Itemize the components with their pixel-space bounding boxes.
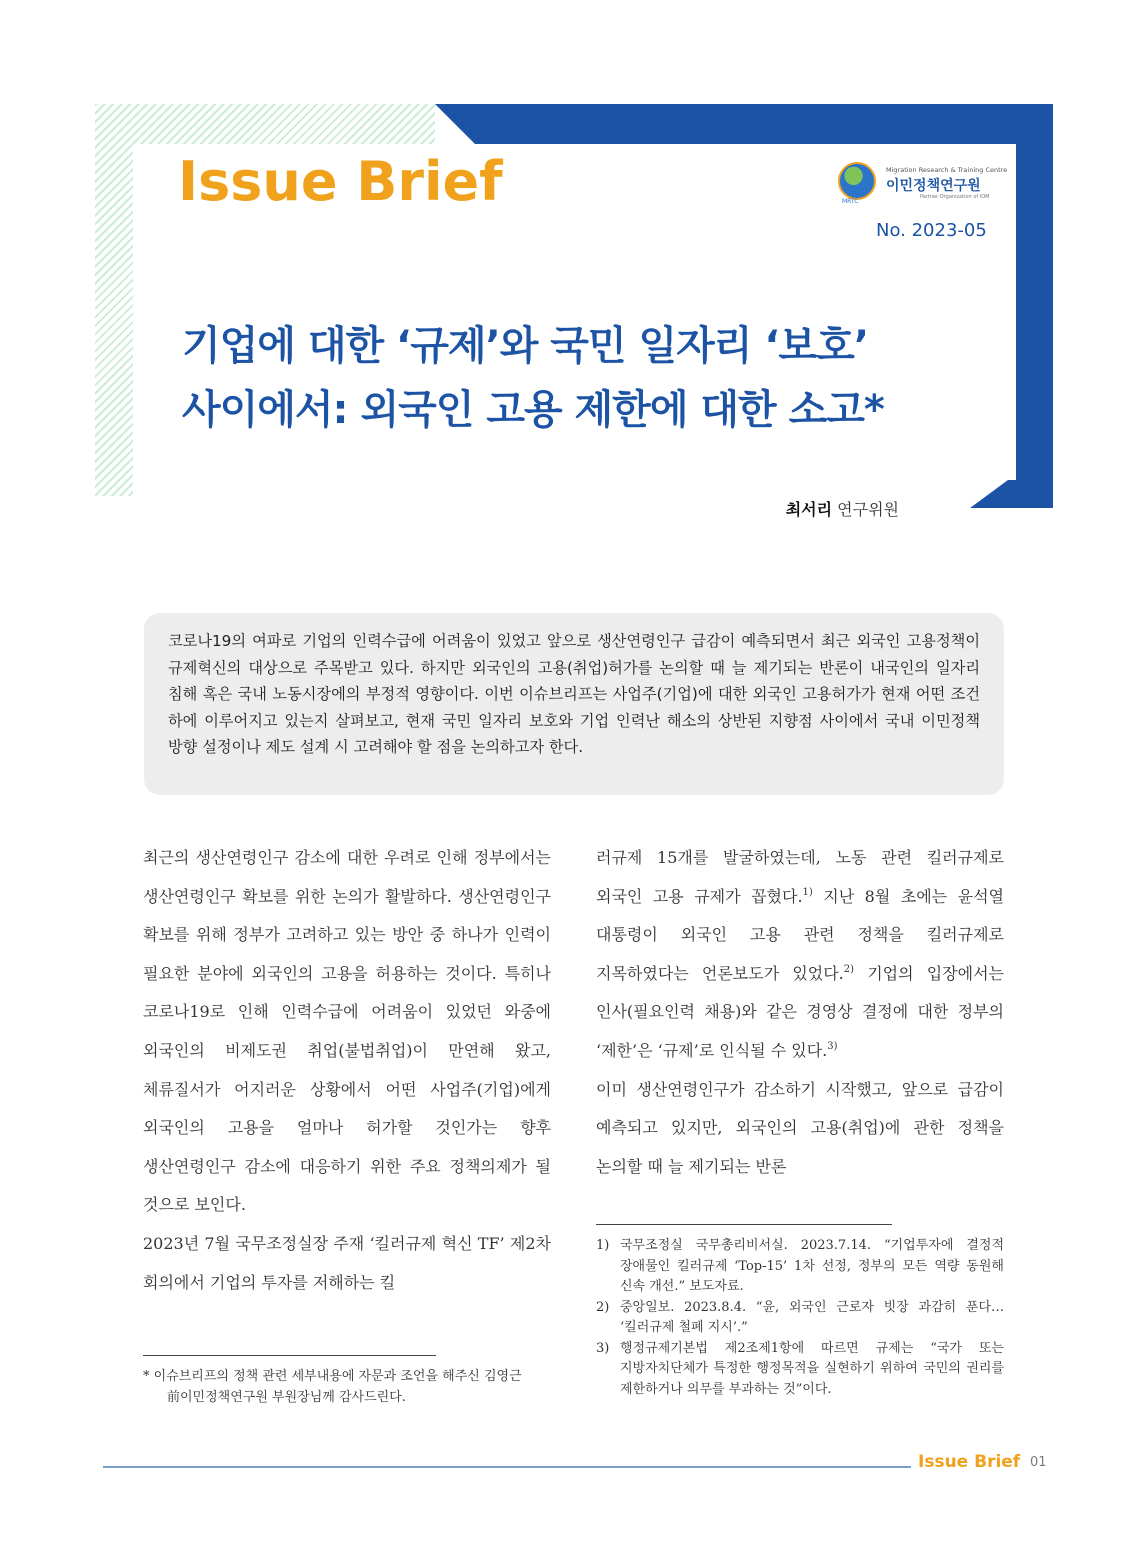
paragraph	[596, 839, 1004, 1071]
hatch-decoration-top	[95, 104, 435, 144]
logo-english-name: Migration Research & Training Centre	[886, 166, 1008, 174]
footnote-item	[596, 1298, 1004, 1339]
text-run: 기업의 입장에서는 인사(필요인력 채용)와 같은 경영상 결정에 대한 정부의 ‘제한’은 ‘규제’로 인식될 수 있다.	[596, 963, 1004, 1060]
mrtc-logo	[838, 162, 1008, 208]
footnote-text: 국무조정실 국무총리비서실. 2023.7.14. “기업투자에 결정적 장애물인 킬러규제 ‘Top-15’ 1차 선정, 정부의 모든 역량 동원해 신속 개선.” 보도자료.	[620, 1238, 1004, 1294]
abstract-text: 코로나19의 여파로 기업의 인력수급에 어려움이 있었고 앞으로 생산연령인구 급감이 예측되면서 최근 외국인 고용정책이 규제혁신의 대상으로 주목받고 있다. 하지만 외국인의 고용(취업)허가를 논의할 때 늘 제기되는 반론이 내국인의 일자리 침해 혹은 국내 노동시장에의 부정적 영향이다. 이번 이슈브리프는 사업주(기업)에 대한 외국인 고용허가가 현재 어떤 조건 하에 이루어지고 있는지 살펴보고, 현재 국민 일자리 보호와 기업 인력난 해소의 상반된 지향점 사이에서 국내 이민정책 방향 설정이나 제도 설계 시 고려해야 할 점을 논의하고자 한다.	[168, 632, 980, 756]
author-name: 최서리	[785, 500, 833, 519]
footnote-ref-2[interactable]: 2)	[843, 963, 855, 975]
footnote-text: 행정규제기본법 제2조제1항에 따르면 규제는 “국가 또는 지방자치단체가 특정한 행정목적을 실현하기 위하여 국민의 권리를 제한하거나 의무를 부과하는 것”이다.	[620, 1340, 1004, 1397]
footnote-list	[596, 1236, 1004, 1400]
issue-number: No. 2023-05	[876, 220, 987, 241]
body-column-left	[143, 839, 551, 1302]
blue-frame-top	[435, 104, 1053, 144]
title-line-2: 사이에서: 외국인 고용 제한에 대한 소고*	[182, 387, 884, 433]
issue-brief-heading: Issue Brief	[178, 150, 503, 213]
footnote-ref-1[interactable]: 1)	[802, 886, 813, 898]
author-role: 연구위원	[837, 500, 899, 519]
paragraph: 이미 생산연령인구가 감소하기 시작했고, 앞으로 급감이 예측되고 있지만, 외국인의 고용(취업)에 관한 정책을 논의할 때 늘 제기되는 반론	[596, 1079, 1004, 1176]
footer-rule	[103, 1466, 911, 1468]
text-run: 지난 8월 초에는 윤석열 대통령이 외국인 고용 관련 정책을 킬러규제로 지목하였다는 언론보도가 있었다.	[596, 886, 1004, 983]
page-title	[182, 314, 1002, 442]
logo-korean-name: 이민정책연구원	[886, 178, 981, 194]
footnote-item	[596, 1236, 1004, 1298]
blue-frame-right	[1016, 104, 1053, 508]
title-line-1: 기업에 대한 ‘규제’와 국민 일자리 ‘보호’	[182, 323, 869, 369]
hatch-decoration-left	[95, 104, 133, 496]
footnote-divider	[596, 1224, 892, 1225]
page-number: 01	[1030, 1455, 1047, 1470]
footnote-number: 2)	[596, 1299, 610, 1315]
footnote-divider	[143, 1355, 436, 1356]
abstract-box	[144, 613, 1004, 795]
footer-brand: Issue Brief	[918, 1452, 1021, 1472]
logo-abbr: MRTC	[842, 198, 859, 205]
logo-tagline: Partner Organization of IOM	[920, 194, 990, 200]
footnote-number: 1)	[596, 1238, 610, 1253]
paragraph: 2023년 7월 국무조정실장 주재 ‘킬러규제 혁신 TF’ 제2차 회의에서 기업의 투자를 저해하는 킬	[143, 1233, 551, 1292]
footnote-text: 중앙일보. 2023.8.4. “윤, 외국인 근로자 빗장 과감히 푼다… ‘킬러규제 철폐 지시’.”	[620, 1299, 1004, 1335]
body-column-right	[596, 839, 1004, 1186]
footnote-number: 3)	[596, 1340, 610, 1356]
footnote-item	[596, 1339, 1004, 1401]
paragraph: 최근의 생산연령인구 감소에 대한 우려로 인해 정부에서는 생산연령인구 확보를 위한 논의가 활발하다. 생산연령인구 확보를 위해 정부가 고려하고 있는 방안 중 하나가 인력이 필요한 분야에 외국인의 고용을 허용하는 것이다. 특히나 코로나19로 인해 인력수급에 어려움이 있었던 와중에 외국인의 비제도권 취업(불법취업)이 만연해 왔고, 체류질서가 어지러운 상황에서 어떤 사업주(기업)에게 외국인의 고용을 얼마나 허가할 것인가는 향후 생산연령인구 감소에 대응하기 위한 주요 정책의제가 될 것으로 보인다.	[143, 848, 551, 1215]
author-byline	[786, 497, 899, 520]
footnote-ref-3[interactable]: 3)	[827, 1040, 838, 1052]
text-run: 러규제 15개를 발굴하였는데, 노동 관련 킬러규제로 외국인 고용 규제가 꼽혔다.	[596, 848, 1004, 906]
acknowledgement-footnote: * 이슈브리프의 정책 관련 세부내용에 자문과 조언을 해주신 김영근 前이민정책연구원 부원장님께 감사드린다.	[143, 1369, 522, 1405]
globe-icon	[838, 162, 876, 200]
